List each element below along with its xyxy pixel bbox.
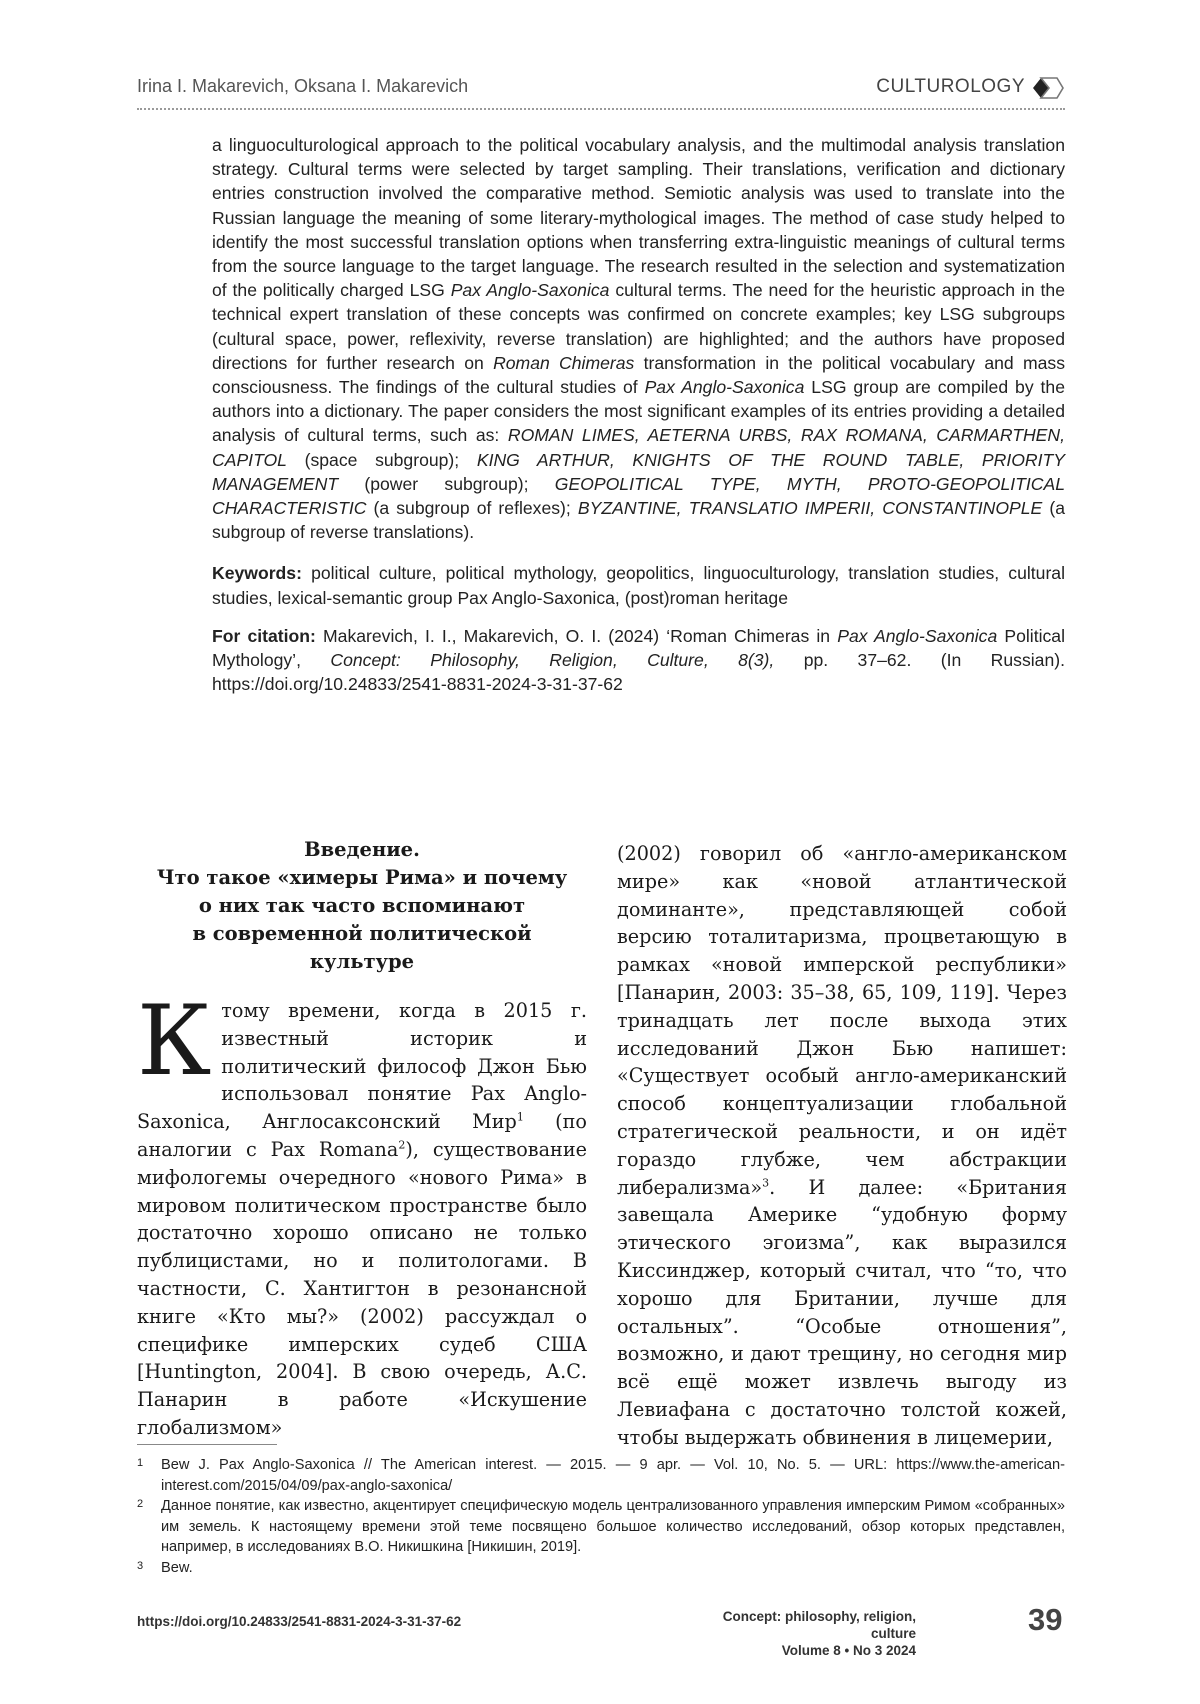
footer-doi-link[interactable]: https://doi.org/10.24833/2541-8831-2024-3-31-37-62 xyxy=(137,1614,462,1629)
footer-journal xyxy=(676,1608,916,1659)
footnotes xyxy=(137,1455,1065,1578)
footnote-divider xyxy=(137,1444,277,1445)
intro-paragraph: Ктому времени, когда в 2015 г. известный историк и политический философ Джон Бью использовал понятие Pax Anglo-Saxonica, Англосаксонский Мир$^1$ (по аналогии с Pax Romana$^2$), существование мифологемы очередного «нового Рима» в мировом политическом пространстве было достаточно хорошо описано не только публицистами, но и политологами. В частности, С. Хантигтон в резонансной книге «Кто мы?» (2002) рассуждал о специфике имперских судеб США [Huntington, 2004]. В свою очередь, А.С. Панарин в работе «Искушение глобализмом» xyxy=(137,985,587,1439)
keywords-text: political culture, political mythology, geopolitics, linguoculturology, translation studies, cultural studies, lexical-semantic group Pax Anglo-Saxonica, (post)roman heritage xyxy=(212,563,1065,608)
keywords-label: Keywords: xyxy=(212,563,302,584)
citation-label: For citation: xyxy=(212,625,316,646)
footnote-text: Bew. xyxy=(161,1559,193,1576)
journal-title: Concept: philosophy, religion, culture xyxy=(722,1609,916,1641)
continued-paragraph: (2002) говорил об «англо-американском мире» как «новой атлантической доминанте», представляющей собой версию тоталитаризма, процветающую в рамках «новой имперской республики» [Панарин, 2003: 35–38, 65, 109, 119]. Через тринадцать лет после выхода этих исследований Джон Бью напишет: «Существует особый англо-американский способ концептуализации глобальной стратегической реальности, и он идёт гораздо глубже, чем абстракции либерализма»$^3$. И далее: «Британия завещала Америке “удобную форму этического эгоизма”, как выразился Киссинджер, который считал, что “то, что хорошо для Британии, лучше для остальных”. “Особые отношения”, возможно, и дают трещину, но сегодня мир всё ещё может извлечь выгоду из Левиафана с достаточно толстой кожей, чтобы выдержать обвинения в лицемерии, xyxy=(617,842,1067,1449)
keywords xyxy=(212,561,1065,609)
header-authors: Irina I. Makarevich, Oksana I. Makarevich xyxy=(137,76,469,96)
header-section: CULTUROLOGY xyxy=(876,76,1025,97)
drop-cap: К xyxy=(137,985,212,1097)
footnote xyxy=(137,1496,1065,1558)
footnote-ref-2[interactable]: 2 xyxy=(398,1138,406,1152)
footnote-number: 2 xyxy=(137,1498,144,1510)
footnote-text: Bew J. Pax Anglo-Saxonica // The American interest. — 2015. — 9 apr. — Vol. 10, No. 5. — URL: https://www.the-american-interest.com/2015/04/09/pax-anglo-saxonica/ xyxy=(161,1457,1065,1494)
citation: For citation: Makarevich, I. I., Makarevich, O. I. (2024) ‘Roman Chimeras in Pax Anglo-Saxonica Political Mythology’, Concept: Philosophy, Religion, Culture, 8(3), pp. 37–62. (In Russian). https://doi.org/10.24833/2541-8831-2024-3-31-37-62 xyxy=(212,625,1065,695)
footnote xyxy=(137,1455,1065,1496)
journal-logo-icon xyxy=(1031,77,1065,99)
abstract xyxy=(212,133,1065,696)
section-heading: Введение. Что такое «химеры Рима» и почему о них так часто вспоминают в современной политической культуре xyxy=(156,838,568,973)
footnote-number: 1 xyxy=(137,1457,144,1469)
running-header xyxy=(137,76,1065,110)
body-column-right xyxy=(617,840,1067,1452)
body-column-left xyxy=(137,836,587,1442)
footnote-ref-3[interactable]: 3 xyxy=(762,1176,770,1190)
footnote-ref-1[interactable]: 1 xyxy=(516,1110,524,1124)
abstract-text: a linguoculturological approach to the political vocabulary analysis, and the multimodal analysis translation strategy. Cultural terms were selected by target sampling. Their translations, verification and dictionary entries construction involved the comparative method. Semiotic analysis was used to translate into the Russian language the meaning of some literary-mythological images. The method of case study helped to identify the most successful translation options when transferring extra-linguistic meanings of cultural terms from the source language to the target language. The research resulted in the selection and systematization of the politically charged LSG Pax Anglo-Saxonica cultural terms. The need for the heuristic approach in the technical expert translation of these concepts was confirmed on concrete examples; key LSG subgroups (cultural space, power, reflexivity, reverse translation) are highlighted; and the authors have proposed directions for further research on Roman Chimeras transformation in the political vocabulary and mass consciousness. The findings of the cultural studies of Pax Anglo-Saxonica LSG group are compiled by the authors into a dictionary. The paper considers the most significant examples of its entries providing a detailed analysis of cultural terms, such as: ROMAN LIMES, AETERNA URBS, RAX ROMANA, CARMARTHEN, CAPITOL (space subgroup); KING ARTHUR, KNIGHTS OF THE ROUND TABLE, PRIORITY MANAGEMENT (power subgroup); GEOPOLITICAL TYPE, MYTH, PROTO-GEOPOLITICAL CHARACTERISTIC (a subgroup of reflexes); BYZANTINE, TRANSLATIO IMPERII, CONSTANTINOPLE (a subgroup of reverse translations). xyxy=(212,135,1066,543)
footnote-number: 3 xyxy=(137,1559,144,1572)
journal-issue: Volume 8 • No 3 2024 xyxy=(781,1643,916,1658)
page-number: 39 xyxy=(1028,1602,1063,1637)
footnote xyxy=(137,1558,1065,1579)
citation-doi-link[interactable]: pp. 37–62. (In Russian). https://doi.org/10.24833/2541-8831-2024-3-31-37-62 xyxy=(212,650,1065,695)
footnote-text: Данное понятие, как известно, акцентирует специфическую модель централизованного управления имперским Римом «собранных» им земель. К настоящему времени этой теме посвящено большое количество исследований, обзор которых представлен, например, в исследованиях В.О. Никишкина [Никишин, 2019]. xyxy=(161,1498,1065,1555)
